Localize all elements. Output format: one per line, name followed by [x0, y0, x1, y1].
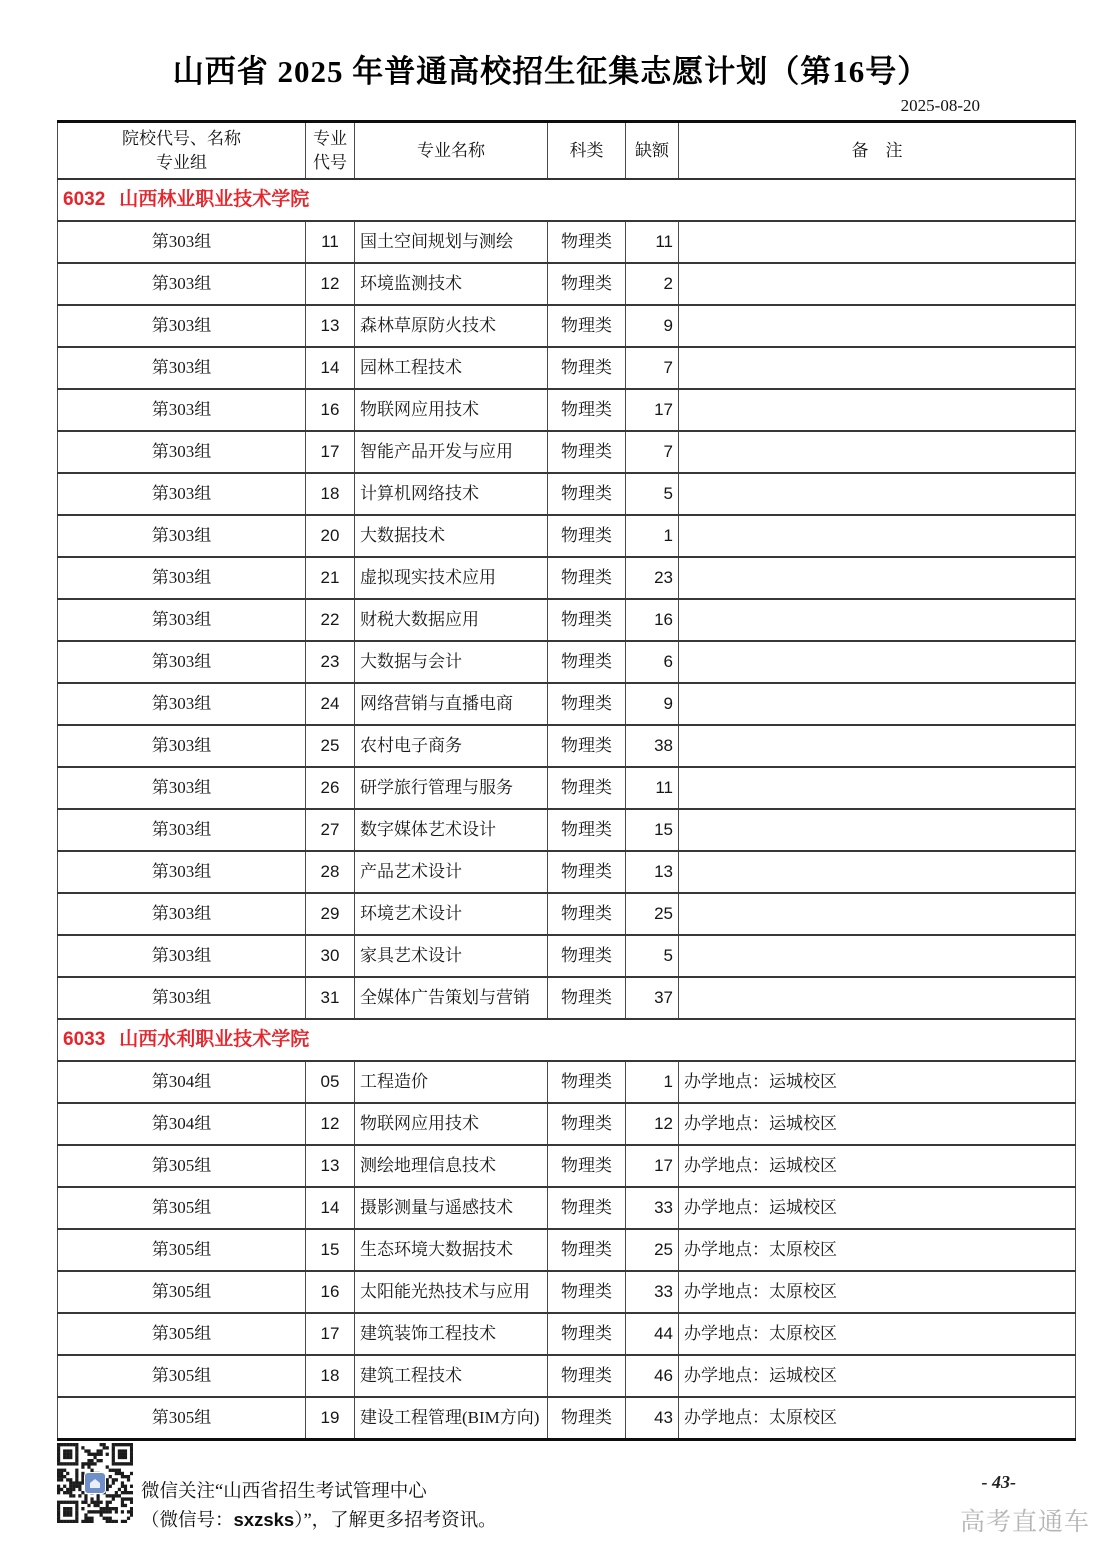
- vacancy-cell: 9: [626, 683, 679, 725]
- vacancy-cell: 5: [626, 473, 679, 515]
- plan-row: [58, 851, 1076, 893]
- note-cell: [679, 347, 1076, 389]
- vacancy-cell: 44: [626, 1313, 679, 1355]
- plan-row: [58, 935, 1076, 977]
- major-name-cell: 国土空间规划与测绘: [355, 221, 548, 263]
- note-cell: [679, 305, 1076, 347]
- vacancy-cell: 25: [626, 893, 679, 935]
- plan-row: [58, 1397, 1076, 1440]
- vacancy-cell: 23: [626, 557, 679, 599]
- category-cell: 物理类: [548, 347, 626, 389]
- category-cell: 物理类: [548, 431, 626, 473]
- major-name-cell: 计算机网络技术: [355, 473, 548, 515]
- note-cell: 办学地点：运城校区: [679, 1355, 1076, 1397]
- plan-row: [58, 473, 1076, 515]
- major-code-cell: 14: [306, 1187, 355, 1229]
- note-cell: 办学地点：运城校区: [679, 1103, 1076, 1145]
- vacancy-cell: 33: [626, 1271, 679, 1313]
- major-code-cell: 25: [306, 725, 355, 767]
- major-name-cell: 工程造价: [355, 1061, 548, 1103]
- group-cell: 第303组: [58, 893, 306, 935]
- group-cell: 第305组: [58, 1313, 306, 1355]
- group-cell: 第305组: [58, 1271, 306, 1313]
- note-cell: [679, 515, 1076, 557]
- vacancy-cell: 43: [626, 1397, 679, 1440]
- major-code-cell: 13: [306, 305, 355, 347]
- major-code-cell: 26: [306, 767, 355, 809]
- major-code-cell: 15: [306, 1229, 355, 1271]
- vacancy-cell: 11: [626, 767, 679, 809]
- major-name-cell: 全媒体广告策划与营销: [355, 977, 548, 1019]
- document-date: 2025-08-20: [900, 96, 980, 115]
- category-cell: 物理类: [548, 641, 626, 683]
- table-header: [58, 122, 1076, 180]
- major-code-cell: 30: [306, 935, 355, 977]
- major-name-cell: 产品艺术设计: [355, 851, 548, 893]
- wechat-logo-icon: [84, 1472, 106, 1494]
- major-name-cell: 摄影测量与遥感技术: [355, 1187, 548, 1229]
- vacancy-cell: 17: [626, 1145, 679, 1187]
- group-cell: 第304组: [58, 1103, 306, 1145]
- plan-row: [58, 305, 1076, 347]
- group-cell: 第303组: [58, 431, 306, 473]
- major-name-cell: 虚拟现实技术应用: [355, 557, 548, 599]
- vacancy-cell: 38: [626, 725, 679, 767]
- plan-row: [58, 389, 1076, 431]
- header-major-code-line1: 专业: [313, 128, 347, 148]
- category-cell: 物理类: [548, 1145, 626, 1187]
- group-cell: 第303组: [58, 977, 306, 1019]
- note-cell: [679, 683, 1076, 725]
- footer-line2: [141, 1506, 497, 1535]
- section-header-cell: [58, 179, 1076, 221]
- group-cell: 第305组: [58, 1355, 306, 1397]
- group-cell: 第303组: [58, 263, 306, 305]
- group-cell: 第303组: [58, 809, 306, 851]
- category-cell: 物理类: [548, 1229, 626, 1271]
- header-major-code-line2: 代号: [313, 152, 347, 172]
- note-cell: 办学地点：太原校区: [679, 1313, 1076, 1355]
- plan-row: [58, 683, 1076, 725]
- section-header-row: [58, 1019, 1076, 1061]
- plan-row: [58, 767, 1076, 809]
- note-cell: 办学地点：太原校区: [679, 1229, 1076, 1271]
- group-cell: 第303组: [58, 389, 306, 431]
- category-cell: 物理类: [548, 725, 626, 767]
- note-cell: [679, 221, 1076, 263]
- major-name-cell: 建筑装饰工程技术: [355, 1313, 548, 1355]
- category-cell: 物理类: [548, 1313, 626, 1355]
- wechat-qr-code: [57, 1443, 133, 1523]
- note-cell: [679, 557, 1076, 599]
- header-college-group: [58, 122, 306, 180]
- major-code-cell: 13: [306, 1145, 355, 1187]
- category-cell: 物理类: [548, 473, 626, 515]
- plan-row: [58, 431, 1076, 473]
- group-cell: 第303组: [58, 935, 306, 977]
- category-cell: 物理类: [548, 1187, 626, 1229]
- footer-note: [141, 1478, 497, 1535]
- category-cell: 物理类: [548, 305, 626, 347]
- major-name-cell: 物联网应用技术: [355, 389, 548, 431]
- plan-row: [58, 599, 1076, 641]
- major-name-cell: 大数据技术: [355, 515, 548, 557]
- major-name-cell: 生态环境大数据技术: [355, 1229, 548, 1271]
- plan-row: [58, 1355, 1076, 1397]
- header-college-line1: 院校代号、名称: [122, 128, 241, 148]
- plan-row: [58, 1229, 1076, 1271]
- major-code-cell: 05: [306, 1061, 355, 1103]
- plan-row: [58, 725, 1076, 767]
- group-cell: 第303组: [58, 599, 306, 641]
- note-cell: [679, 641, 1076, 683]
- group-cell: 第305组: [58, 1229, 306, 1271]
- group-cell: 第305组: [58, 1145, 306, 1187]
- major-code-cell: 23: [306, 641, 355, 683]
- major-code-cell: 28: [306, 851, 355, 893]
- category-cell: 物理类: [548, 1397, 626, 1440]
- plan-row: [58, 641, 1076, 683]
- category-cell: 物理类: [548, 851, 626, 893]
- category-cell: 物理类: [548, 599, 626, 641]
- note-cell: [679, 431, 1076, 473]
- major-code-cell: 18: [306, 1355, 355, 1397]
- major-name-cell: 环境监测技术: [355, 263, 548, 305]
- category-cell: 物理类: [548, 809, 626, 851]
- note-cell: [679, 851, 1076, 893]
- college-code: 6032: [63, 189, 106, 210]
- category-cell: 物理类: [548, 263, 626, 305]
- plan-row: [58, 809, 1076, 851]
- note-cell: 办学地点：运城校区: [679, 1145, 1076, 1187]
- major-code-cell: 12: [306, 263, 355, 305]
- major-code-cell: 11: [306, 221, 355, 263]
- plan-row: [58, 515, 1076, 557]
- group-cell: 第305组: [58, 1397, 306, 1440]
- major-name-cell: 家具艺术设计: [355, 935, 548, 977]
- vacancy-cell: 5: [626, 935, 679, 977]
- category-cell: 物理类: [548, 557, 626, 599]
- category-cell: 物理类: [548, 683, 626, 725]
- vacancy-cell: 1: [626, 515, 679, 557]
- note-cell: [679, 977, 1076, 1019]
- footer-line1: 微信关注“山西省招生考试管理中心: [141, 1482, 427, 1502]
- vacancy-cell: 16: [626, 599, 679, 641]
- major-name-cell: 网络营销与直播电商: [355, 683, 548, 725]
- vacancy-cell: 7: [626, 431, 679, 473]
- major-code-cell: 18: [306, 473, 355, 515]
- vacancy-plan-table: [57, 120, 1076, 1441]
- plan-row: [58, 1061, 1076, 1103]
- footer-line2-suffix: ）”，了解更多招考资讯。: [294, 1511, 497, 1531]
- category-cell: 物理类: [548, 893, 626, 935]
- section-header-row: [58, 179, 1076, 221]
- college-name: 山西水利职业技术学院: [119, 1029, 310, 1050]
- major-name-cell: 智能产品开发与应用: [355, 431, 548, 473]
- header-college-line2: 专业组: [156, 152, 207, 172]
- major-name-cell: 环境艺术设计: [355, 893, 548, 935]
- group-cell: 第303组: [58, 725, 306, 767]
- category-cell: 物理类: [548, 221, 626, 263]
- group-cell: 第303组: [58, 767, 306, 809]
- group-cell: 第304组: [58, 1061, 306, 1103]
- major-code-cell: 16: [306, 389, 355, 431]
- group-cell: 第303组: [58, 515, 306, 557]
- major-code-cell: 14: [306, 347, 355, 389]
- major-code-cell: 22: [306, 599, 355, 641]
- major-name-cell: 研学旅行管理与服务: [355, 767, 548, 809]
- major-name-cell: 森林草原防火技术: [355, 305, 548, 347]
- major-code-cell: 17: [306, 431, 355, 473]
- major-name-cell: 大数据与会计: [355, 641, 548, 683]
- plan-row: [58, 347, 1076, 389]
- plan-row: [58, 1313, 1076, 1355]
- group-cell: 第303组: [58, 347, 306, 389]
- plan-row: [58, 263, 1076, 305]
- section-header-cell: [58, 1019, 1076, 1061]
- plan-row: [58, 893, 1076, 935]
- major-code-cell: 20: [306, 515, 355, 557]
- note-cell: [679, 725, 1076, 767]
- note-cell: [679, 935, 1076, 977]
- vacancy-cell: 15: [626, 809, 679, 851]
- vacancy-cell: 1: [626, 1061, 679, 1103]
- plan-row: [58, 1271, 1076, 1313]
- category-cell: 物理类: [548, 1271, 626, 1313]
- vacancy-cell: 46: [626, 1355, 679, 1397]
- vacancy-cell: 6: [626, 641, 679, 683]
- group-cell: 第303组: [58, 851, 306, 893]
- group-cell: 第303组: [58, 641, 306, 683]
- category-cell: 物理类: [548, 977, 626, 1019]
- page-number: - 43-: [981, 1472, 1016, 1492]
- college-name: 山西林业职业技术学院: [119, 189, 310, 210]
- plan-row: [58, 1187, 1076, 1229]
- major-code-cell: 17: [306, 1313, 355, 1355]
- plan-row: [58, 977, 1076, 1019]
- major-code-cell: 16: [306, 1271, 355, 1313]
- category-cell: 物理类: [548, 1103, 626, 1145]
- vacancy-cell: 37: [626, 977, 679, 1019]
- major-name-cell: 财税大数据应用: [355, 599, 548, 641]
- note-cell: 办学地点：太原校区: [679, 1271, 1076, 1313]
- category-cell: 物理类: [548, 1061, 626, 1103]
- header-major-name: 专业名称: [355, 122, 548, 180]
- note-cell: [679, 893, 1076, 935]
- vacancy-cell: 7: [626, 347, 679, 389]
- group-cell: 第303组: [58, 221, 306, 263]
- header-category: 科类: [548, 122, 626, 180]
- note-cell: [679, 767, 1076, 809]
- vacancy-cell: 11: [626, 221, 679, 263]
- major-name-cell: 建筑工程技术: [355, 1355, 548, 1397]
- group-cell: 第303组: [58, 473, 306, 515]
- footer-line2-prefix: （微信号：: [141, 1511, 234, 1531]
- watermark: 高考直通车: [960, 1508, 1091, 1536]
- major-code-cell: 21: [306, 557, 355, 599]
- plan-row: [58, 221, 1076, 263]
- major-name-cell: 农村电子商务: [355, 725, 548, 767]
- header-row: [58, 122, 1076, 180]
- wechat-account: sxzsks: [233, 1509, 295, 1530]
- plan-row: [58, 1103, 1076, 1145]
- category-cell: 物理类: [548, 1355, 626, 1397]
- major-code-cell: 12: [306, 1103, 355, 1145]
- category-cell: 物理类: [548, 935, 626, 977]
- major-code-cell: 27: [306, 809, 355, 851]
- note-cell: [679, 389, 1076, 431]
- major-name-cell: 园林工程技术: [355, 347, 548, 389]
- header-major-code: [306, 122, 355, 180]
- note-cell: [679, 263, 1076, 305]
- header-vacancy: 缺额: [626, 122, 679, 180]
- category-cell: 物理类: [548, 389, 626, 431]
- group-cell: 第305组: [58, 1187, 306, 1229]
- plan-row: [58, 557, 1076, 599]
- note-cell: 办学地点：运城校区: [679, 1187, 1076, 1229]
- major-name-cell: 测绘地理信息技术: [355, 1145, 548, 1187]
- note-cell: [679, 473, 1076, 515]
- page-title: 山西省 2025 年普通高校招生征集志愿计划（第16号）: [172, 54, 930, 89]
- vacancy-cell: 12: [626, 1103, 679, 1145]
- major-name-cell: 太阳能光热技术与应用: [355, 1271, 548, 1313]
- plan-row: [58, 1145, 1076, 1187]
- vacancy-cell: 25: [626, 1229, 679, 1271]
- note-cell: 办学地点：太原校区: [679, 1397, 1076, 1440]
- header-note: 备 注: [679, 122, 1076, 180]
- vacancy-cell: 9: [626, 305, 679, 347]
- group-cell: 第303组: [58, 305, 306, 347]
- major-name-cell: 物联网应用技术: [355, 1103, 548, 1145]
- major-code-cell: 19: [306, 1397, 355, 1440]
- group-cell: 第303组: [58, 683, 306, 725]
- vacancy-cell: 2: [626, 263, 679, 305]
- vacancy-cell: 17: [626, 389, 679, 431]
- group-cell: 第303组: [58, 557, 306, 599]
- note-cell: 办学地点：运城校区: [679, 1061, 1076, 1103]
- vacancy-cell: 33: [626, 1187, 679, 1229]
- major-code-cell: 31: [306, 977, 355, 1019]
- major-name-cell: 建设工程管理(BIM方向): [355, 1397, 548, 1440]
- note-cell: [679, 809, 1076, 851]
- vacancy-cell: 13: [626, 851, 679, 893]
- major-code-cell: 24: [306, 683, 355, 725]
- category-cell: 物理类: [548, 515, 626, 557]
- major-code-cell: 29: [306, 893, 355, 935]
- table-body: [58, 179, 1076, 1440]
- major-name-cell: 数字媒体艺术设计: [355, 809, 548, 851]
- category-cell: 物理类: [548, 767, 626, 809]
- note-cell: [679, 599, 1076, 641]
- college-code: 6033: [63, 1029, 106, 1050]
